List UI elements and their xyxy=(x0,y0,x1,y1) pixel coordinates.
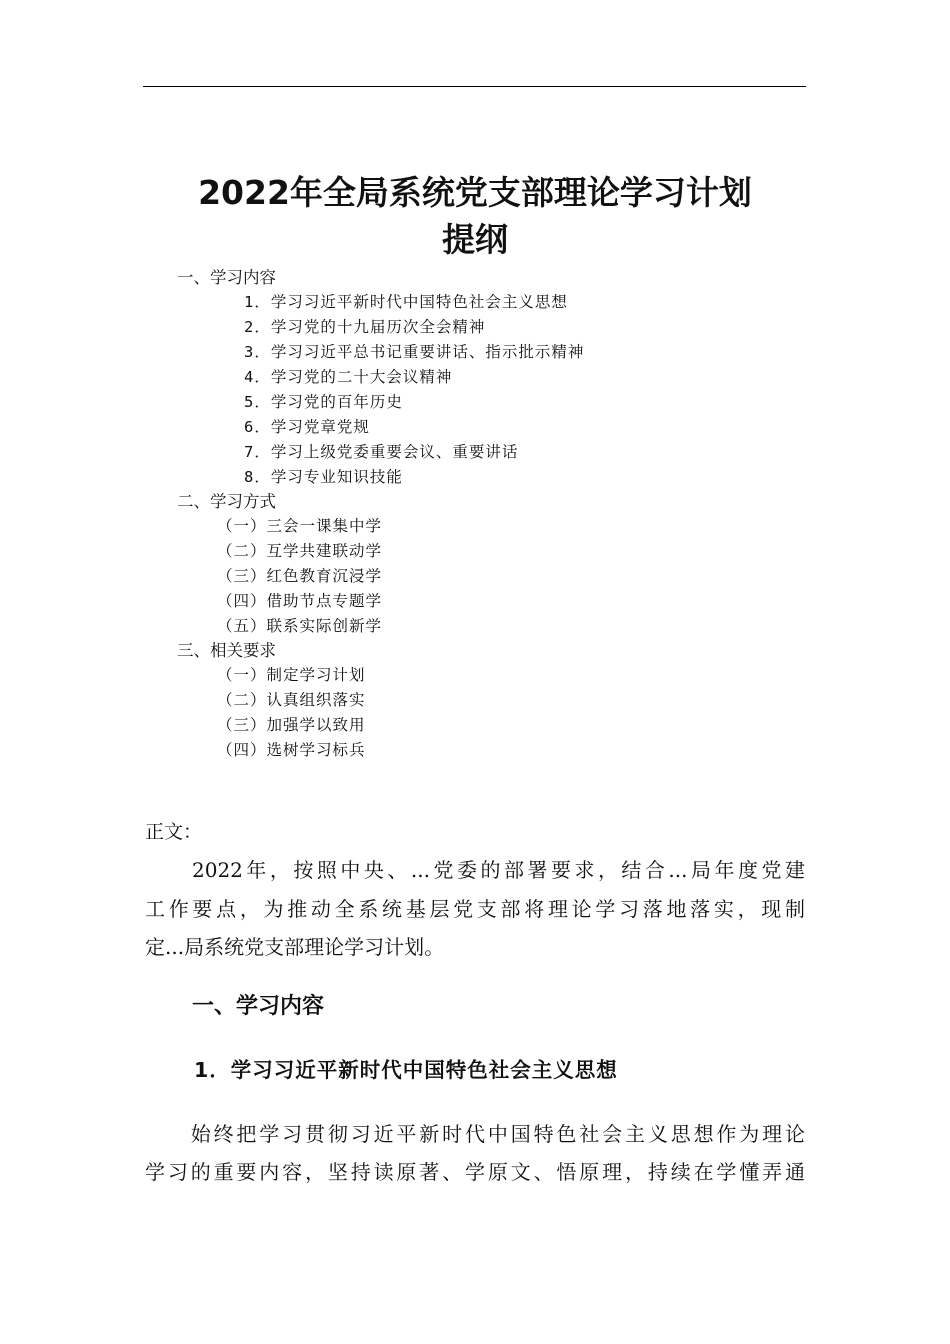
section-heading: 一、学习内容 xyxy=(192,994,325,1019)
outline-item: 8．学习专业知识技能 xyxy=(244,468,403,486)
paragraph-line: 始终把学习贯彻习近平新时代中国特色社会主义思想作为理论 xyxy=(145,1122,805,1146)
outline-item: 1．学习习近平新时代中国特色社会主义思想 xyxy=(244,293,568,311)
outline-item: 3．学习习近平总书记重要讲话、指示批示精神 xyxy=(244,343,585,361)
outline-item: （三）红色教育沉浸学 xyxy=(217,567,383,585)
outline-item: 2．学习党的十九届历次全会精神 xyxy=(244,318,486,336)
intro-paragraph-line: 2022年，按照中央、...党委的部署要求，结合...局年度党建 xyxy=(145,858,805,882)
outline-heading-requirements: 三、相关要求 xyxy=(177,641,276,660)
outline-item: 7．学习上级党委重要会议、重要讲话 xyxy=(244,443,519,461)
outline-heading-methods: 二、学习方式 xyxy=(177,492,276,511)
body-label: 正文： xyxy=(145,821,203,843)
outline-item: 4．学习党的二十大会议精神 xyxy=(244,368,453,386)
header-rule xyxy=(143,86,806,87)
outline-item: （二）认真组织落实 xyxy=(217,691,366,709)
outline-item: （一）三会一课集中学 xyxy=(217,517,383,535)
outline-item: （一）制定学习计划 xyxy=(217,666,366,684)
outline-item: （五）联系实际创新学 xyxy=(217,617,383,635)
document-title-line-2: 提纲 xyxy=(442,220,508,259)
outline-item: （二）互学共建联动学 xyxy=(217,542,383,560)
outline-item: （四）选树学习标兵 xyxy=(217,741,366,759)
intro-paragraph-line: 定...局系统党支部理论学习计划。 xyxy=(145,935,445,959)
paragraph-line: 学习的重要内容，坚持读原著、学原文、悟原理，持续在学懂弄通 xyxy=(145,1160,805,1184)
outline-item: （三）加强学以致用 xyxy=(217,716,366,734)
outline-item: 6．学习党章党规 xyxy=(244,418,370,436)
document-title-line-1: 2022年全局系统党支部理论学习计划 xyxy=(198,173,752,212)
outline-item: （四）借助节点专题学 xyxy=(217,592,383,610)
intro-paragraph-line: 工作要点，为推动全系统基层党支部将理论学习落地落实，现制 xyxy=(145,897,805,921)
subsection-heading: 1．学习习近平新时代中国特色社会主义思想 xyxy=(194,1058,618,1082)
outline-item: 5．学习党的百年历史 xyxy=(244,393,403,411)
outline-heading-content: 一、学习内容 xyxy=(177,268,276,287)
